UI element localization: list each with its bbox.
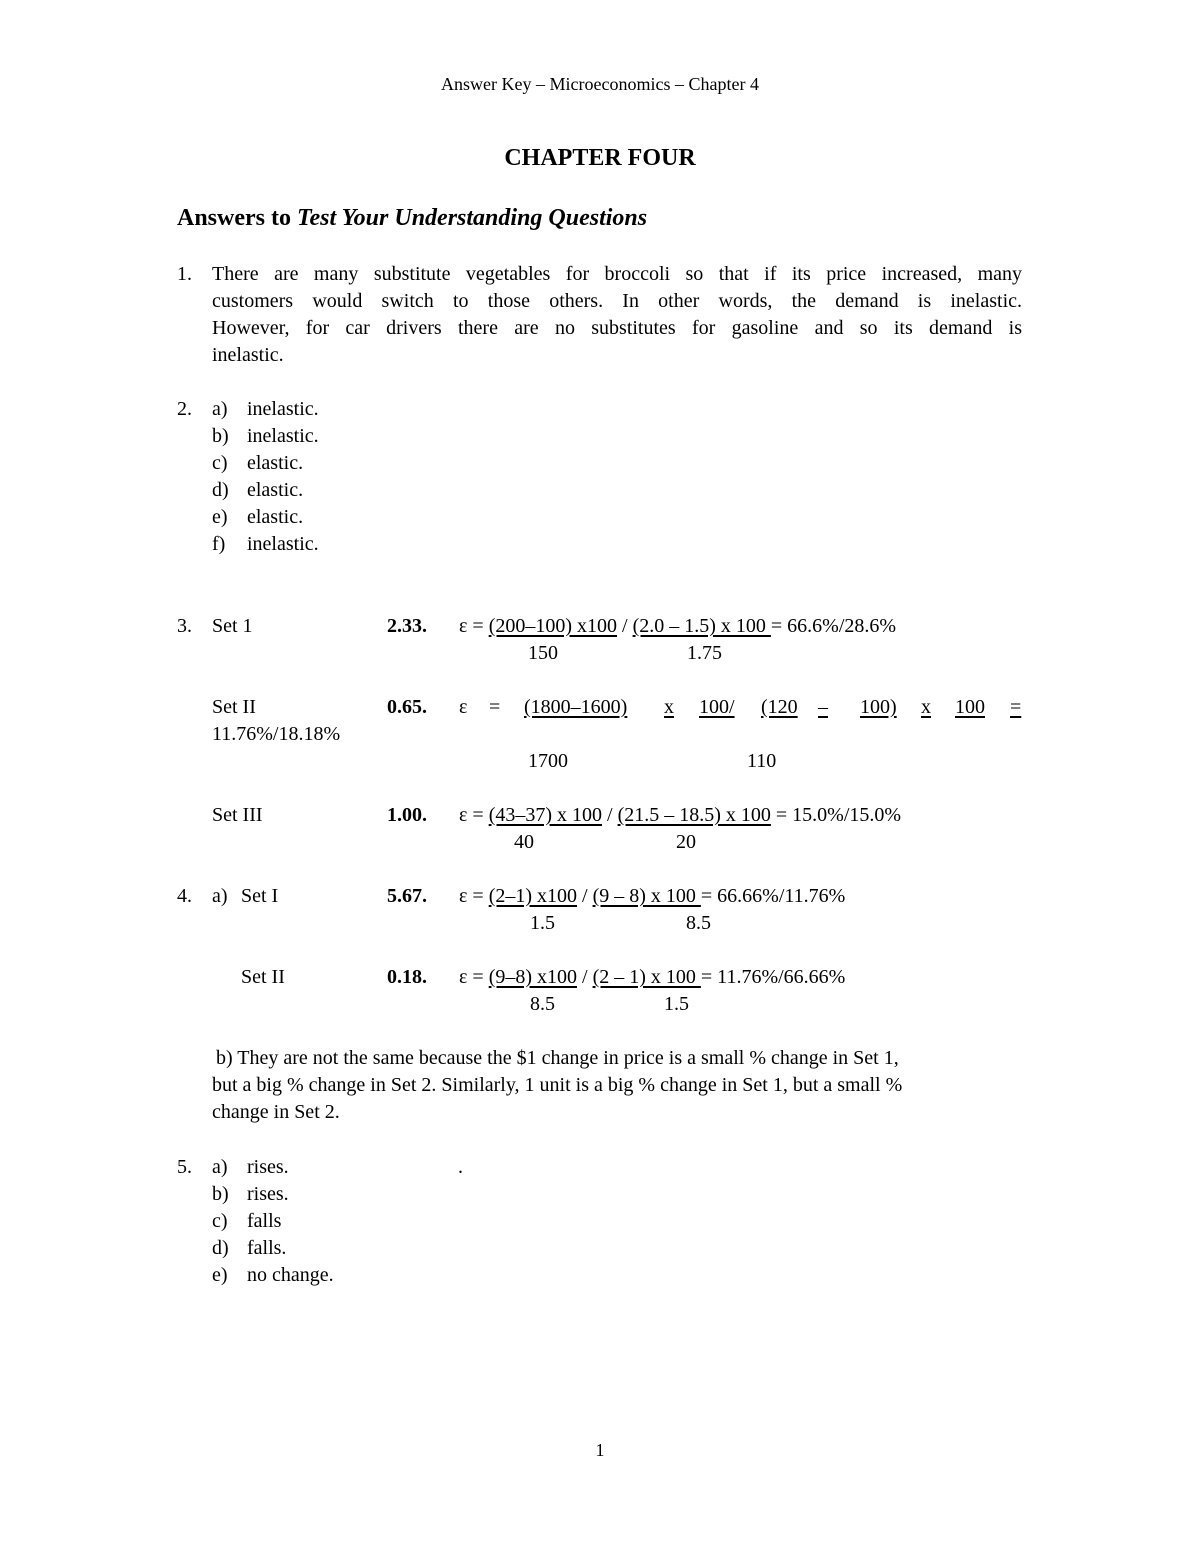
- q1-number: 1.: [177, 263, 192, 285]
- epsilon-symbol: ε =: [459, 804, 489, 826]
- q2-item-text: elastic.: [247, 506, 304, 528]
- q5-item-text: falls: [247, 1210, 282, 1232]
- formula-result: = 11.76%/66.66%: [700, 966, 846, 988]
- numerator-price: 100): [860, 696, 897, 718]
- q4-setII-label: Set II: [241, 966, 285, 988]
- q5-item-letter: e): [212, 1264, 228, 1286]
- q1-line-2: customers would switch to those others. In other words, the demand is inelastic.: [212, 290, 1022, 312]
- q2-item-text: inelastic.: [247, 533, 319, 555]
- q4-setI-formula: [459, 884, 845, 908]
- numerator-price: (9 – 8) x 100: [592, 885, 701, 907]
- q3-set2-result: 11.76%/18.18%: [212, 723, 341, 745]
- q2-item-letter: f): [212, 533, 226, 555]
- division-slash: /: [617, 615, 633, 637]
- q5-item-letter: a): [212, 1156, 228, 1178]
- numerator-quantity: (43–37) x 100: [488, 804, 603, 826]
- q3-set3-denominator-price: 20: [676, 831, 696, 853]
- q3-set3-denominator-quantity: 40: [514, 831, 534, 853]
- q3-set1-denominator-quantity: 150: [528, 642, 558, 664]
- q5-item-letter: b): [212, 1183, 229, 1205]
- q2-number: 2.: [177, 398, 192, 420]
- chapter-title: CHAPTER FOUR: [504, 145, 696, 171]
- numerator-quantity: (200–100) x100: [488, 615, 618, 637]
- q4-number: 4.: [177, 885, 192, 907]
- q3-set1-value: 2.33.: [387, 615, 427, 637]
- division-slash: /: [602, 804, 618, 826]
- section-heading-emphasis: Test Your Understanding Questions: [297, 205, 648, 231]
- numerator-quantity: x: [664, 696, 674, 718]
- q3-set3-label: Set III: [212, 804, 263, 826]
- q4-setII-denominator-quantity: 8.5: [530, 993, 555, 1015]
- numerator-quantity: 100/: [699, 696, 735, 718]
- stray-period: .: [458, 1156, 463, 1178]
- section-heading-prefix: Answers to: [177, 205, 297, 231]
- q2-item-letter: c): [212, 452, 228, 474]
- q2-item-text: elastic.: [247, 452, 304, 474]
- q1-line-4: inelastic.: [212, 344, 284, 366]
- numerator-quantity: (2–1) x100: [488, 885, 578, 907]
- running-header: Answer Key – Microeconomics – Chapter 4: [441, 74, 759, 94]
- q5-number: 5.: [177, 1156, 192, 1178]
- epsilon-symbol: ε =: [459, 885, 489, 907]
- q3-number: 3.: [177, 615, 192, 637]
- q1-line-3: However, for car drivers there are no substitutes for gasoline and so its demand is: [212, 317, 1022, 339]
- page-number: 1: [595, 1440, 605, 1460]
- equals-sign: =: [489, 696, 501, 718]
- epsilon-symbol: ε =: [459, 966, 489, 988]
- q3-set2-denominator-quantity: 1700: [528, 750, 568, 772]
- numerator-price: (120: [761, 696, 798, 718]
- q3-set3-value: 1.00.: [387, 804, 427, 826]
- q4-part-b-line-3: change in Set 2.: [212, 1101, 340, 1123]
- division-slash: /: [577, 966, 593, 988]
- q3-set1-formula: [459, 614, 896, 638]
- q3-set3-formula: [459, 803, 901, 827]
- q4-setI-value: 5.67.: [387, 885, 427, 907]
- q1-line-1: There are many substitute vegetables for broccoli so that if its price increased, many: [212, 263, 1022, 285]
- q2-item-text: inelastic.: [247, 425, 319, 447]
- numerator-price: (2.0 – 1.5) x 100: [632, 615, 771, 637]
- q4-setI-denominator-quantity: 1.5: [530, 912, 555, 934]
- q2-item-text: elastic.: [247, 479, 304, 501]
- numerator-price: 100: [955, 696, 985, 718]
- q4-setII-denominator-price: 1.5: [664, 993, 689, 1015]
- q2-item-letter: a): [212, 398, 228, 420]
- q2-item-letter: b): [212, 425, 229, 447]
- q2-item-text: inelastic.: [247, 398, 319, 420]
- q5-item-text: rises.: [247, 1156, 289, 1178]
- numerator-price: x: [921, 696, 931, 718]
- formula-result: = 66.6%/28.6%: [770, 615, 897, 637]
- q5-item-text: falls.: [247, 1237, 287, 1259]
- numerator-quantity: (9–8) x100: [488, 966, 578, 988]
- q4-setI-denominator-price: 8.5: [686, 912, 711, 934]
- q4-part-b-line-1: b) They are not the same because the $1 change in price is a small % change in Set 1,: [216, 1047, 899, 1069]
- formula-result: = 15.0%/15.0%: [770, 804, 902, 826]
- q3-set2-label: Set II: [212, 696, 256, 718]
- q4-setI-label: Set I: [241, 885, 279, 907]
- epsilon-symbol: ε: [459, 696, 468, 718]
- epsilon-symbol: ε =: [459, 615, 489, 637]
- section-heading: [177, 206, 647, 230]
- q4-part-b-line-2: but a big % change in Set 2. Similarly, 1 unit is a big % change in Set 1, but a small %: [212, 1074, 903, 1096]
- q5-item-text: rises.: [247, 1183, 289, 1205]
- q2-item-letter: e): [212, 506, 228, 528]
- q4-setII-formula: [459, 965, 845, 989]
- numerator-price: –: [818, 696, 828, 718]
- formula-result: = 66.66%/11.76%: [700, 885, 846, 907]
- q3-set1-denominator-price: 1.75: [687, 642, 722, 664]
- q4-part-a-letter: a): [212, 885, 228, 907]
- numerator-price: (21.5 – 18.5) x 100: [617, 804, 771, 826]
- numerator-price: (2 – 1) x 100: [592, 966, 701, 988]
- division-slash: /: [577, 885, 593, 907]
- q2-item-letter: d): [212, 479, 229, 501]
- numerator-quantity: (1800–1600): [524, 696, 628, 718]
- q5-item-letter: c): [212, 1210, 228, 1232]
- q3-set2-value: 0.65.: [387, 696, 427, 718]
- q3-set1-label: Set 1: [212, 615, 253, 637]
- q5-item-letter: d): [212, 1237, 229, 1259]
- q5-item-text: no change.: [247, 1264, 334, 1286]
- equals-sign: =: [1010, 696, 1022, 718]
- q4-setII-value: 0.18.: [387, 966, 427, 988]
- q3-set2-denominator-price: 110: [747, 750, 777, 772]
